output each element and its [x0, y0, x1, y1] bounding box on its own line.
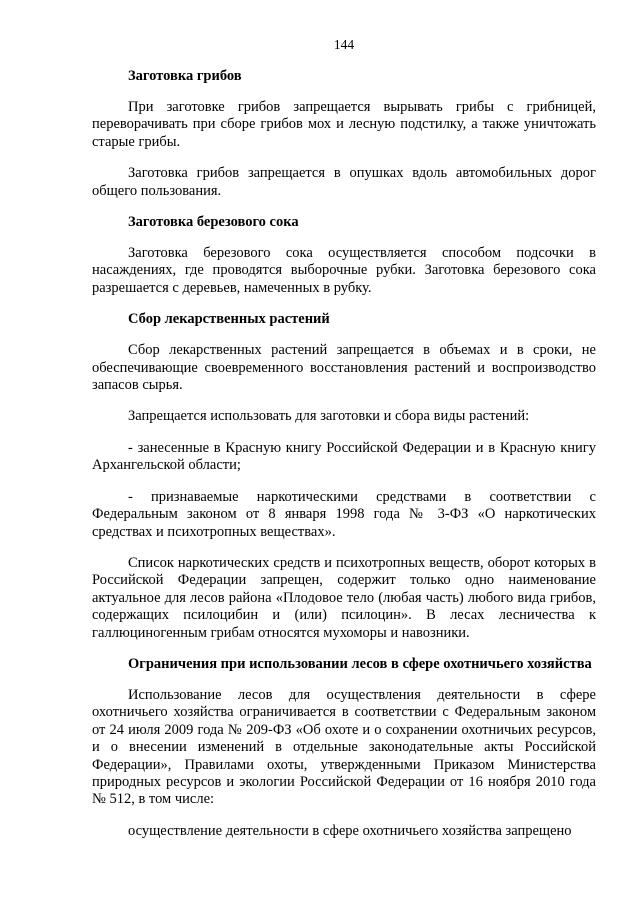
list-item: - признаваемые наркотическими средствами в соответствии с Федеральным законом от 8 января 1998 года № 3-ФЗ «О наркотических средствах и психотропных веществах».	[92, 488, 596, 540]
paragraph: Заготовка березового сока осуществляется способом подсочки в насаждениях, где проводятся выборочные рубки. Заготовка березового сока разрешается с деревьев, намеченных в рубку.	[92, 245, 596, 296]
paragraph: осуществление деятельности в сфере охотничьего хозяйства запрещено	[128, 822, 572, 839]
paragraph: Запрещается использовать для заготовки и сбора виды растений:	[128, 408, 530, 425]
paragraph: Использование лесов для осуществления деятельности в сфере охотничьего хозяйства ограничивается в соответствии с Федеральным законом от 24 июля 2009 года № 209-ФЗ «Об охоте и о сохранении охотничьих ресурсов, и о внесении изменений в отдельные законодательные акты Российской Федерации», Правилами охоты, утвержденными Приказом Министерства природных ресурсов и экологии Российской Федерации от 16 ноября 2010 года № 512, в том числе:	[92, 686, 596, 808]
section-heading-medicinal-plants: Сбор лекарственных растений	[128, 311, 330, 328]
section-heading-mushrooms: Заготовка грибов	[128, 68, 242, 84]
section-heading-hunting: Ограничения при использовании лесов в сфере охотничьего хозяйства	[128, 655, 592, 672]
page-number: 144	[333, 37, 355, 52]
paragraph: Список наркотических средств и психотропных веществ, оборот которых в Российской Федерации запрещен, содержит только одно наименование актуальное для лесов района «Плодовое тело (любая часть) любого вида грибов, содержащих псилоцибин и (или) псилоцин». В лесах лесничества к галлюциногенным грибам относятся мухоморы и навозники.	[92, 554, 596, 641]
paragraph: Заготовка грибов запрещается в опушках вдоль автомобильных дорог общего пользования.	[92, 165, 596, 199]
paragraph: Сбор лекарственных растений запрещается в объемах и в сроки, не обеспечивающие своевременного восстановления растений и воспроизводство запасов сырья.	[92, 342, 596, 394]
paragraph: При заготовке грибов запрещается вырывать грибы с грибницей, переворачивать при сборе грибов мох и лесную подстилку, а также уничтожать старые грибы.	[92, 99, 596, 150]
document-body	[92, 68, 596, 840]
list-item: - занесенные в Красную книгу Российской Федерации и в Красную книгу Архангельской области;	[92, 439, 596, 474]
section-heading-birch-sap: Заготовка березового сока	[128, 214, 299, 231]
